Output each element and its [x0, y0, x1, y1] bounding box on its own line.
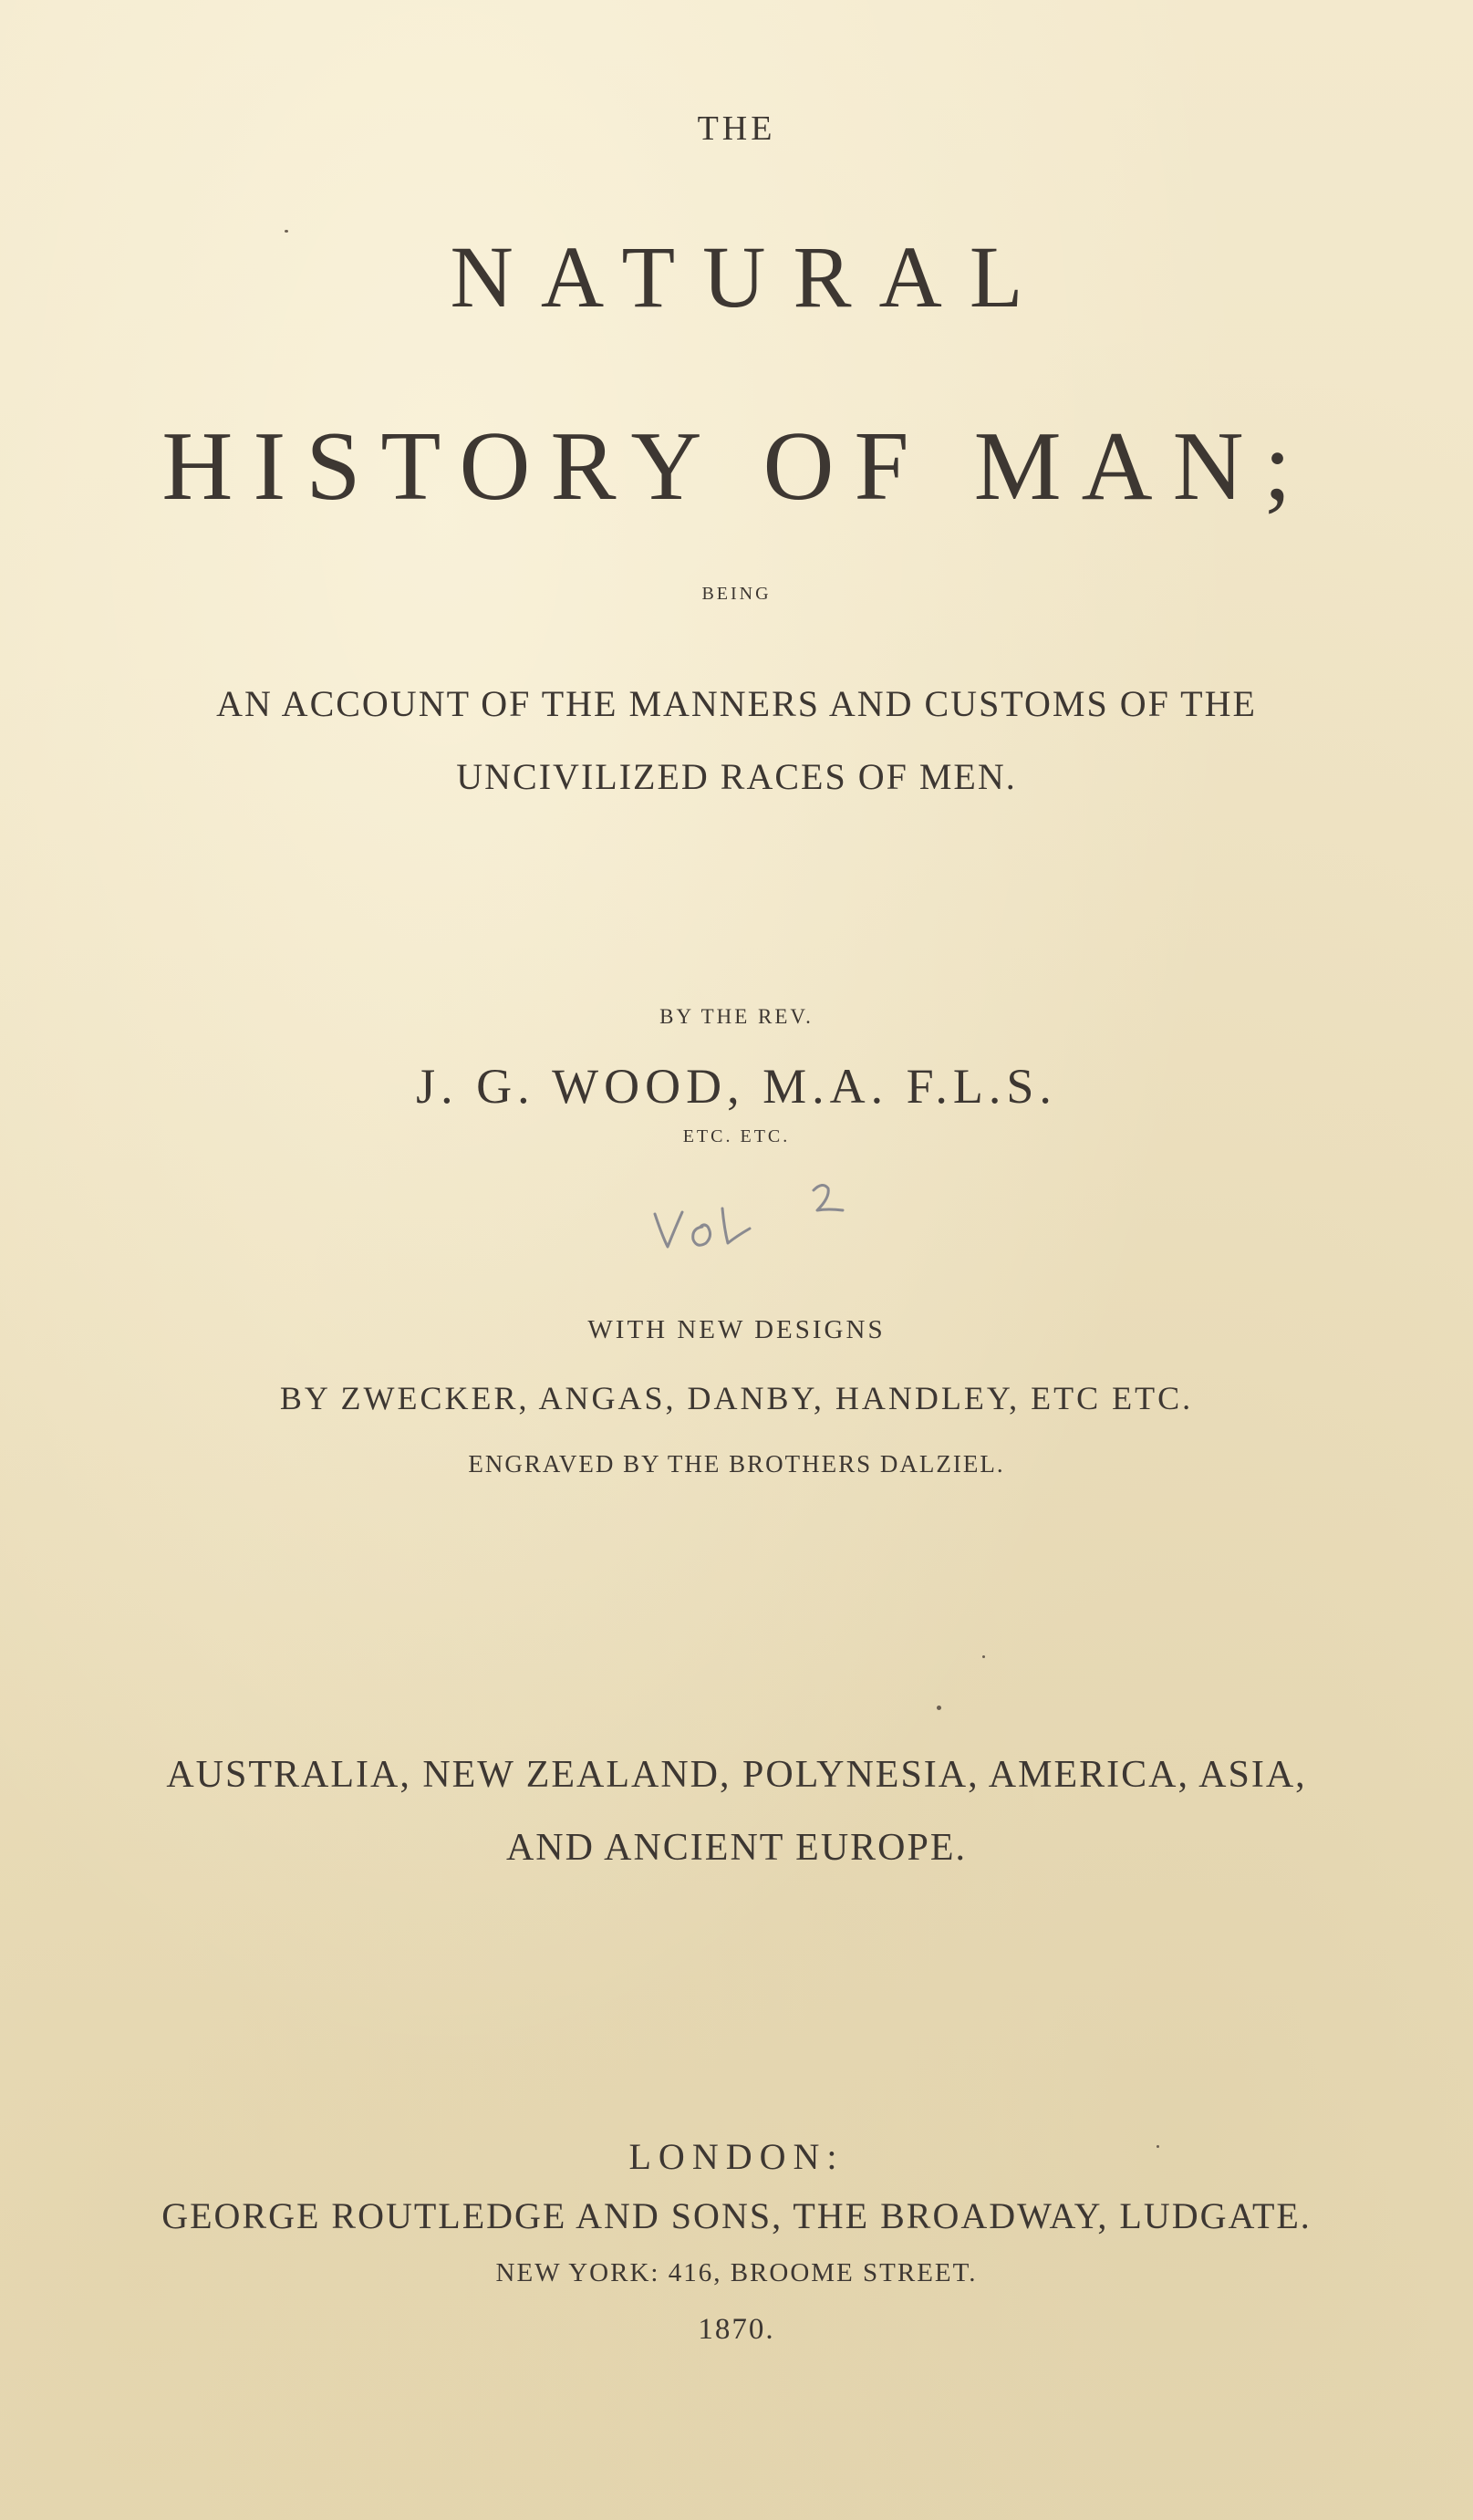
by-the-rev-label: BY THE REV. — [659, 1005, 814, 1028]
being-label: BEING — [701, 584, 772, 604]
new-york-address: NEW YORK: 416, BROOME STREET. — [495, 2258, 978, 2287]
title-line-natural: NATURAL — [450, 228, 1051, 326]
subtitle-line-1: AN ACCOUNT OF THE MANNERS AND CUSTOMS OF THE — [216, 683, 1257, 724]
title-article: THE — [697, 109, 776, 148]
paper-speck — [937, 1706, 941, 1710]
artists-line: BY ZWECKER, ANGAS, DANBY, HANDLEY, ETC ETC. — [279, 1380, 1194, 1416]
subtitle-line-2: UNCIVILIZED RACES OF MEN. — [456, 756, 1017, 797]
publication-city: LONDON: — [628, 2136, 845, 2177]
handwritten-vol-2-note — [649, 1172, 868, 1263]
author-etc: ETC. ETC. — [682, 1126, 791, 1146]
author-name: J. G. WOOD, M.A. F.L.S. — [416, 1059, 1057, 1114]
paper-speck — [1157, 2145, 1159, 2148]
regions-line-2: AND ANCIENT EUROPE. — [505, 1827, 968, 1869]
paper-speck — [285, 230, 288, 233]
title-line-history-of-man: HISTORY OF MAN; — [161, 412, 1312, 521]
publisher-line: GEORGE ROUTLEDGE AND SONS, THE BROADWAY, LUDGATE. — [161, 2195, 1312, 2236]
engraved-line: ENGRAVED BY THE BROTHERS DALZIEL. — [468, 1450, 1005, 1478]
regions-line-1: AUSTRALIA, NEW ZEALAND, POLYNESIA, AMERICA, ASIA, — [166, 1754, 1307, 1796]
designs-line: WITH NEW DESIGNS — [587, 1315, 886, 1344]
paper-speck — [982, 1655, 985, 1658]
publication-year: 1870. — [698, 2313, 775, 2346]
